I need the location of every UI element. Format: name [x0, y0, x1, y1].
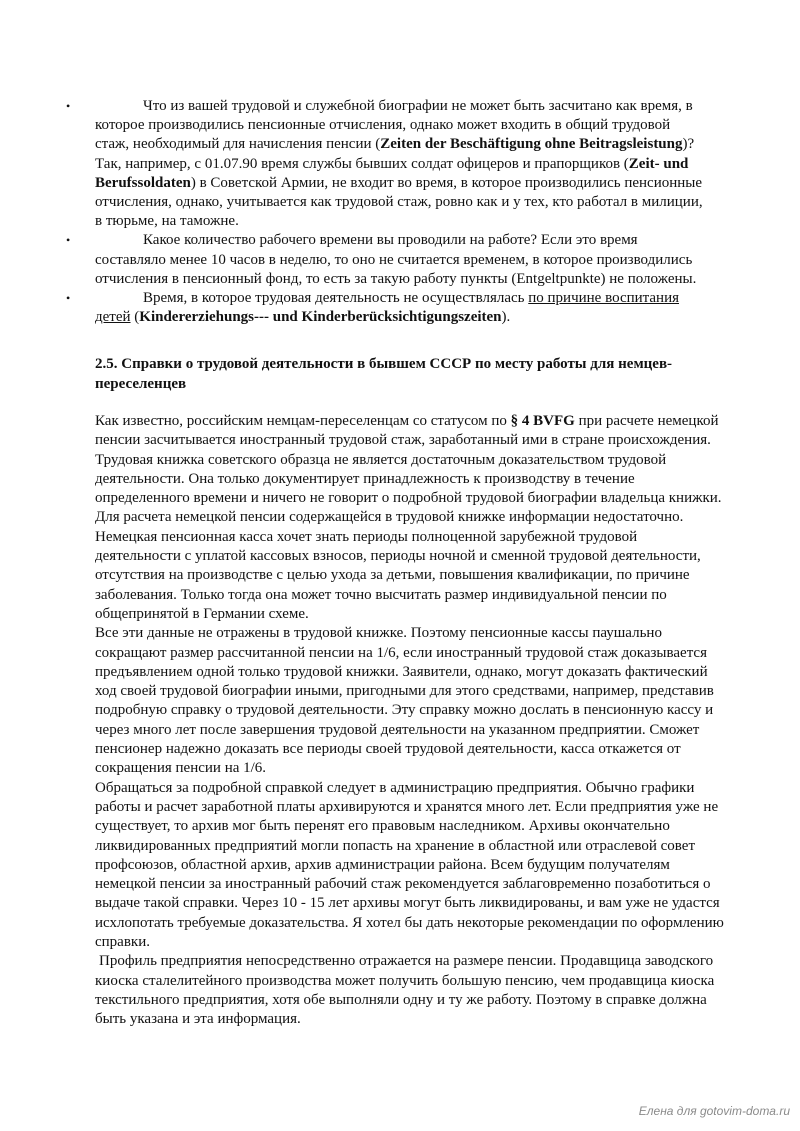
bullet-list: [66, 97, 706, 327]
paragraph-1: Как известно, российским немцам-переселенцам со статусом по § 4 BVFG при расчете немецкой пенсии засчитывается иностранный трудовой стаж, заработанный ими в стране происхождения. Трудовая книжка советского образца не является достаточным доказательством трудовой деятельности. Она только документирует принадлежность к производству в течение определенного времени и ничего не говорит о подробной трудовой биографии владельца книжки. Для расчета немецкой пенсии содержащейся в трудовой книжке информации недостаточно. Немецкая пенсионная касса хочет знать периоды полноценной зарубежной трудовой деятельности с уплатой кассовых взносов, периоды ночной и сменной трудовой деятельности, отсутствия на производстве с целью ухода за детьми, повышения квалификации, по причине заболевания. Только тогда она может точно высчитать размер индивидуальной пенсии по общепринятой в Германии схеме.: [95, 413, 722, 622]
paragraph-4: Профиль предприятия непосредственно отражается на размере пенсии. Продавщица заводского киоска сталелитейного производства может получить большую пенсию, чем продавщица киоска текстильного предприятия, хотя обе выполняли одну и ту же работу. Поэтому в справке должна быть указана и эта информация.: [95, 953, 715, 1028]
bullet-marker: •: [66, 291, 71, 306]
bullet-item-3: • Время, в которое трудовая деятельность не осуществлялась по причине воспитания детей (Kindererziehungs--- und Kinderberücksichtigungszeiten).: [66, 290, 680, 326]
bullet-marker: •: [66, 99, 71, 113]
section-heading: 2.5. Справки о трудовой деятельности в бывшем СССР по месту работы для немцев-переселенцев: [95, 356, 673, 392]
bullet-item-2: • Какое количество рабочего времени вы проводили на работе? Если это время составляло менее 10 часов в неделю, то оно не считается временем, в которое производились отчисления в пенсионный фонд, то есть за такую работу пункты (Entgeltpunkte) не положены.: [66, 232, 697, 287]
bullet-marker: •: [66, 233, 71, 248]
bullet-item-1: • Что из вашей трудовой и служебной биографии не может быть засчитано как время, в которое производились пенсионные отчисления, однако может входить в общий трудовой стаж, необходимый для начисления пенсии (Zeiten der Beschäftigung ohne Beitragsleistung)? Так, например, с 01.07.90 время службы бывших солдат офицеров и прапорщиков (Zeit- und Berufssoldaten) в Советской Армии, не входит во время, в которое производились пенсионные отчисления, однако, учитывается как трудовой стаж, ровно как и у тех, кто работал в милиции, в тюрьме, на таможне.: [66, 98, 703, 230]
section-body: [95, 412, 725, 1030]
paragraph-3: Обращаться за подробной справкой следует в администрацию предприятия. Обычно графики работы и расчет заработной платы архивируются и хранятся много лет. Если предприятия уже не существует, то архив мог быть перенят его правовым наследником. Архивы окончательно ликвидированных предприятий могли попасть на хранение в областной или отраслевой совет профсоюзов, областной архив, архив администрации района. Всем будущим получателям немецкой пенсии за иностранный рабочий стаж рекомендуется заблаговременно позаботиться о выдаче такой справки. Через 10 - 15 лет архивы могут быть ликвидированы, и вам уже не удастся исхлопотать требуемые доказательства. Я хотел бы дать некоторые рекомендации по оформлению справки.: [95, 779, 724, 951]
paragraph-2: Все эти данные не отражены в трудовой книжке. Поэтому пенсионные кассы паушально сокращают размер рассчитанной пенсии на 1/6, если иностранный трудовой стаж доказывается предъявлением одной только трудовой книжки. Заявители, однако, могут доказать фактический ход своей трудовой биографии иными, пригодными для этого средствами, например, представив подробную справку о трудовой деятельности. Эту справку можно дослать в пенсионную кассу и через много лет после завершения трудовой деятельности на указанном предприятии. Сможет пенсионер надежно доказать все периоды своей трудовой деятельности, касса откажется от сокращения пенсии на 1/6.: [95, 625, 714, 777]
watermark-text: Елена для gotovim-doma.ru: [638, 1104, 790, 1118]
